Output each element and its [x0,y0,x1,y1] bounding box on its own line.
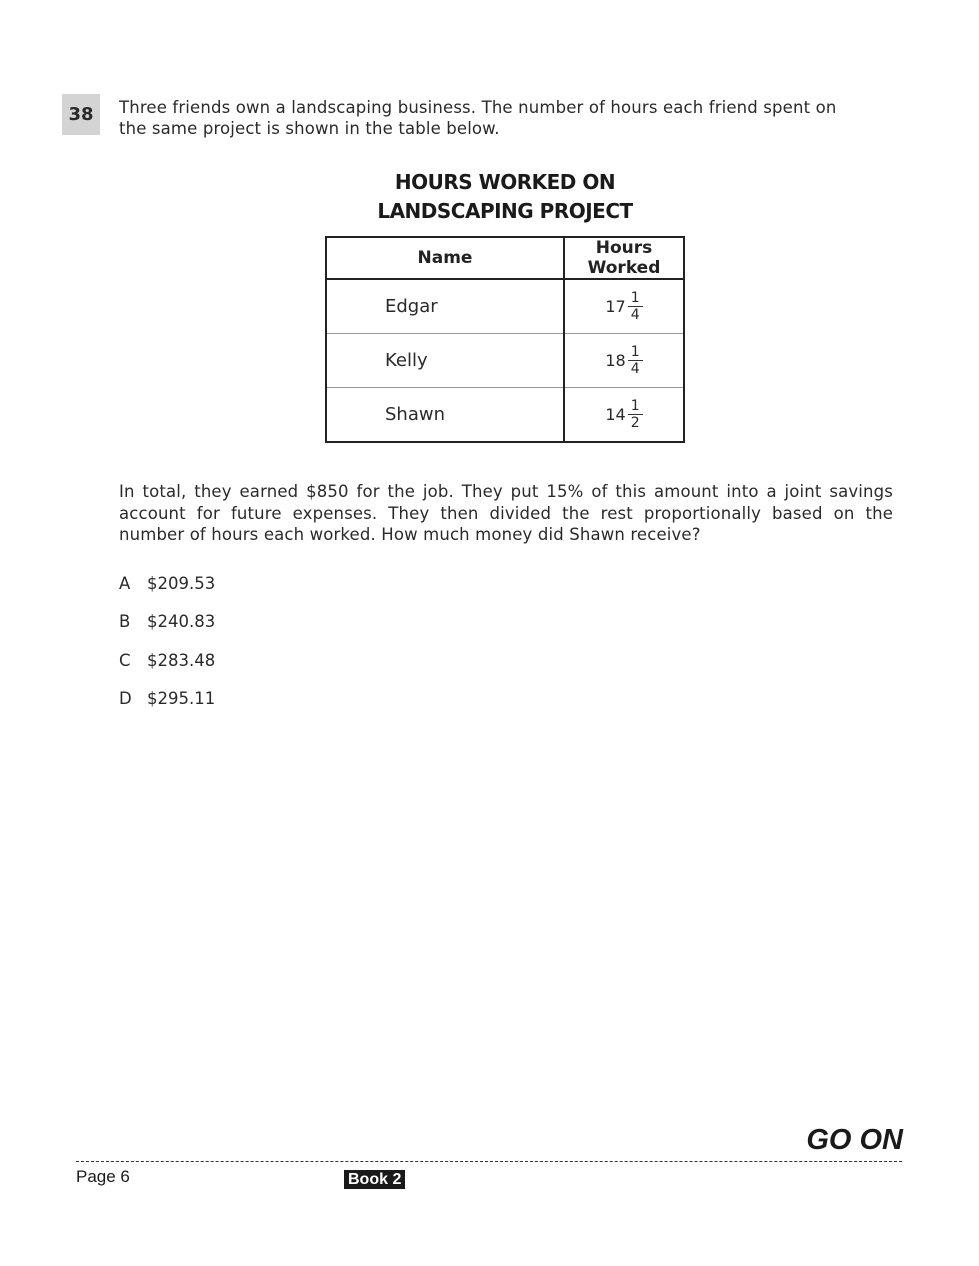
question-paragraph: In total, they earned $850 for the job. They put 15% of this amount into a joint savings account for future expenses. They then divided the rest proportionally based on the number of hours each worked. How much money did Shawn receive? [119,482,893,544]
table-row [326,279,684,334]
header-hours: Hours Worked [564,237,684,279]
choice-a[interactable] [119,574,215,593]
fraction [628,344,643,377]
row-hours [564,334,684,388]
numerator: 1 [628,290,643,307]
hours-table [325,236,685,443]
mixed-number [605,290,642,323]
row-name: Shawn [326,388,564,443]
row-name: Edgar [326,279,564,334]
question-stem: Three friends own a landscaping business. The number of hours each friend spent on the same project is shown in the table below. [119,98,837,138]
footer-divider [76,1161,902,1162]
whole-part: 18 [605,351,626,370]
fraction [628,290,643,323]
denominator: 4 [630,361,640,377]
table-title-line1: HOURS WORKED ON [394,170,616,194]
row-hours [564,279,684,334]
numerator: 1 [628,398,643,415]
denominator: 4 [630,307,640,323]
choice-c[interactable] [119,651,215,670]
fraction [628,398,643,431]
denominator: 2 [630,415,640,431]
choice-text: $209.53 [147,574,216,593]
table-row [326,334,684,388]
table-header-row [326,237,684,279]
header-name: Name [326,237,564,279]
row-hours [564,388,684,443]
choice-letter: C [119,651,131,670]
choice-text: $295.11 [147,689,216,708]
choice-b[interactable] [119,612,215,631]
question-number: 38 [62,94,100,135]
choice-d[interactable] [119,689,215,708]
choice-letter: D [119,689,132,708]
mixed-number [605,344,642,377]
choice-text: $283.48 [147,651,216,670]
numerator: 1 [628,344,643,361]
choice-letter: B [119,612,131,631]
whole-part: 14 [605,405,626,424]
page-number: Page 6 [76,1167,130,1186]
table-row [326,388,684,443]
whole-part: 17 [605,297,626,316]
choice-letter: A [119,574,131,593]
go-on-label: GO ON [806,1124,903,1156]
table-title-line2: LANDSCAPING PROJECT [377,199,633,223]
row-name: Kelly [326,334,564,388]
mixed-number [605,398,642,431]
book-label: Book 2 [344,1170,405,1189]
choice-text: $240.83 [147,612,216,631]
